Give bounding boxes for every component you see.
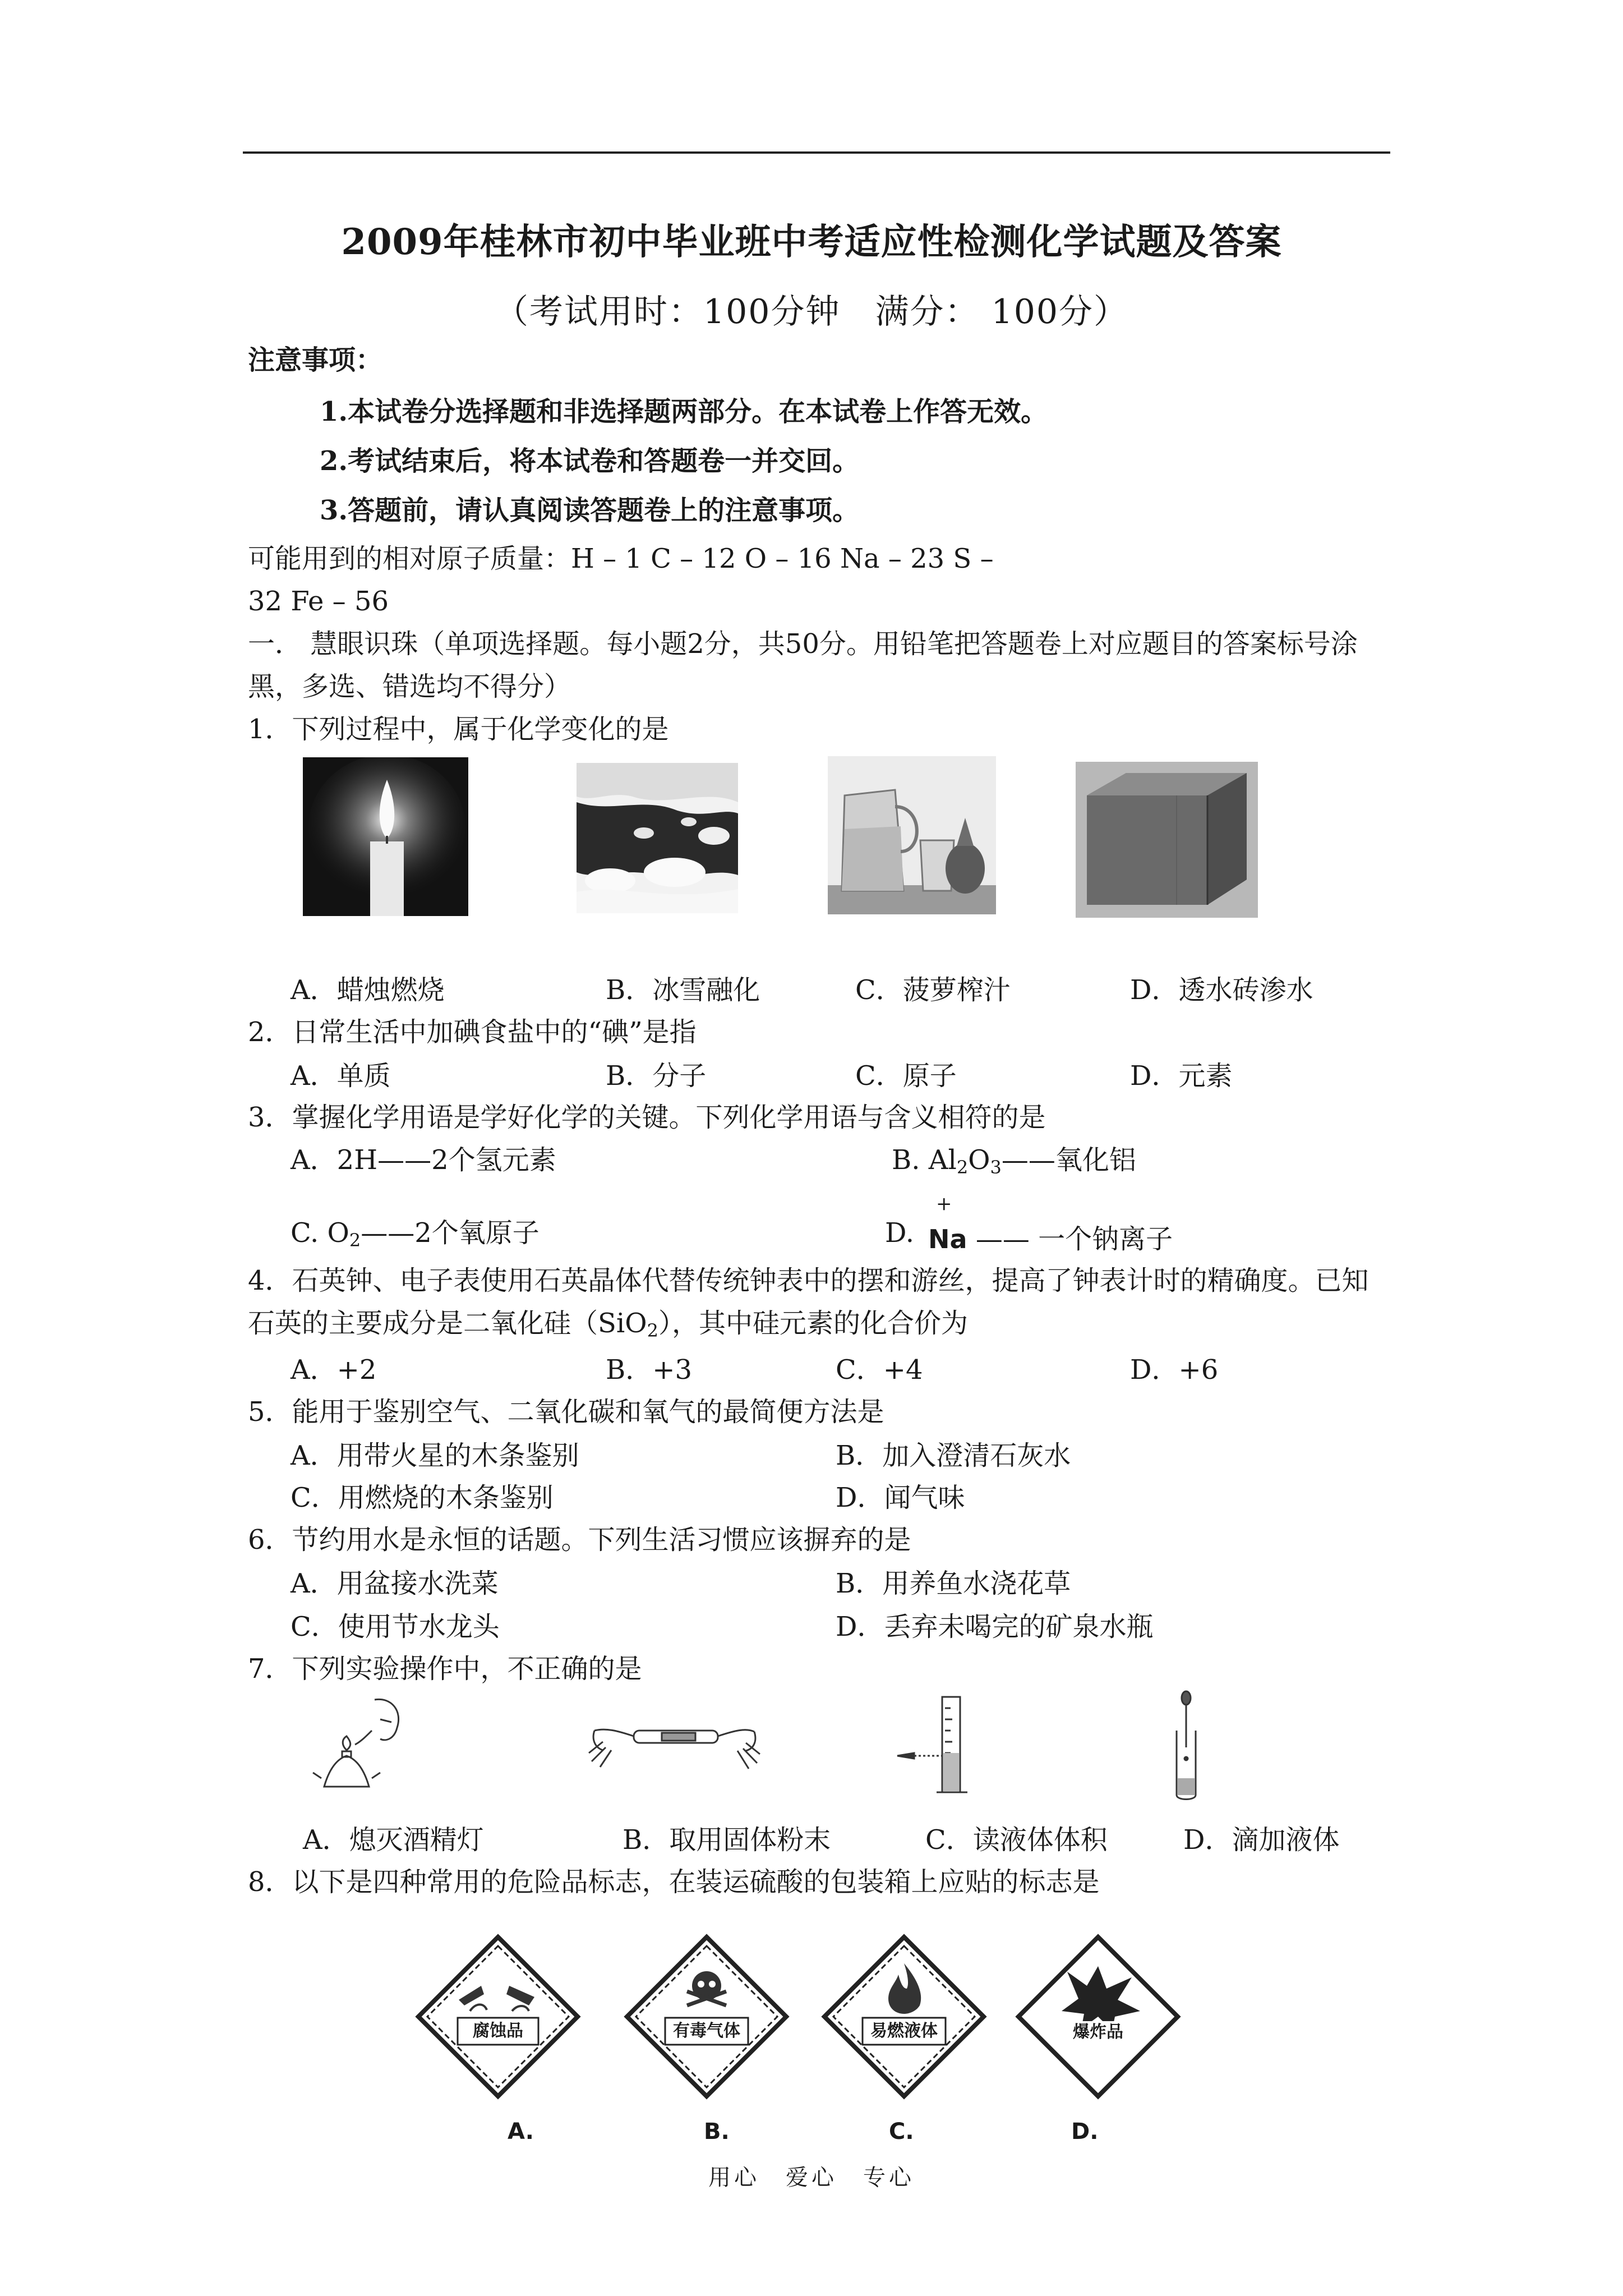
q6-option-c: C．使用节水龙头 bbox=[291, 1611, 500, 1642]
sodium-symbol: Na bbox=[928, 1224, 967, 1254]
notice-heading: 注意事项： bbox=[248, 344, 383, 376]
q1-option-d: D．透水砖渗水 bbox=[1130, 974, 1313, 1006]
corrosive-sign bbox=[414, 1932, 582, 2101]
q6-option-b: B．用养鱼水浇花草 bbox=[836, 1568, 1071, 1599]
sign-label: 有毒气体 bbox=[673, 2021, 740, 2041]
q6-option-a: A．用盆接水洗菜 bbox=[291, 1568, 499, 1599]
question-2-stem: 2．日常生活中加碘食盐中的“碘”是指 bbox=[248, 1016, 697, 1048]
q4-option-a: A．+2 bbox=[291, 1354, 377, 1386]
question-8-stem: 8．以下是四种常用的危险品标志，在装运硫酸的包装箱上应贴的标志是 bbox=[248, 1866, 1100, 1898]
q7-option-d: D．滴加液体 bbox=[1183, 1824, 1340, 1856]
q3-option-a: A．2H——2个氢元素 bbox=[291, 1144, 556, 1176]
sign-label: 易燃液体 bbox=[870, 2021, 938, 2041]
q5-option-a: A．用带火星的木条鉴别 bbox=[291, 1440, 579, 1471]
q3-option-b: B. $Al_2O_3——$氧化铝 bbox=[892, 1144, 1136, 1178]
sign-label: 腐蚀品 bbox=[473, 2021, 523, 2041]
flammable-liquid-sign bbox=[820, 1932, 988, 2101]
q4-option-d: D．+6 bbox=[1130, 1354, 1219, 1386]
toxic-gas-sign bbox=[623, 1932, 791, 2101]
question-4-stem: 4．石英钟、电子表使用石英晶体代替传统钟表中的摆和游丝，提高了钟表计时的精确度。已知石英的主要成分是二氧化硅（SiO$_2$），其中硅元素的化合价为 bbox=[248, 1265, 1369, 1341]
q6-option-d: D．丢弃未喝完的矿泉水瓶 bbox=[836, 1611, 1154, 1642]
question-5-stem: 5．能用于鉴别空气、二氧化碳和氧气的最简便方法是 bbox=[248, 1396, 884, 1428]
melting-snow-image bbox=[577, 763, 738, 913]
atomic-mass-line1: 可能用到的相对原子质量：H – 1 C – 12 O – 16 Na – 23 S – bbox=[248, 543, 994, 574]
q7-option-c: C．读液体体积 bbox=[925, 1824, 1108, 1856]
q1-option-b: B．冰雪融化 bbox=[606, 974, 760, 1006]
q8-option-b: B. bbox=[704, 2119, 730, 2145]
alcohol-lamp-image bbox=[307, 1688, 422, 1795]
q7-option-b: B．取用固体粉末 bbox=[623, 1824, 831, 1856]
q2-option-d: D．元素 bbox=[1130, 1060, 1233, 1092]
dropper-test-tube-image bbox=[1155, 1686, 1223, 1803]
notice-item: 3.答题前，请认真阅读答题卷上的注意事项。 bbox=[320, 495, 860, 526]
q4-option-c: C．+4 bbox=[836, 1354, 923, 1386]
page-title: 2009年桂林市初中毕业班中考适应性检测化学试题及答案 bbox=[341, 221, 1282, 263]
explosive-sign bbox=[1014, 1932, 1182, 2101]
q3-option-c: C. $O_2——2$个氧原子 bbox=[291, 1217, 540, 1251]
q5-option-b: B．加入澄清石灰水 bbox=[836, 1440, 1071, 1471]
sign-label: 爆炸品 bbox=[1073, 2022, 1123, 2042]
notice-item: 2.考试结束后，将本试卷和答题卷一并交回。 bbox=[320, 445, 860, 477]
q2-option-c: C．原子 bbox=[855, 1060, 957, 1092]
question-1-stem: 1．下列过程中，属于化学变化的是 bbox=[248, 714, 669, 745]
q2-option-b: B．分子 bbox=[606, 1060, 707, 1092]
q4-option-b: B．+3 bbox=[606, 1354, 693, 1386]
q7-option-a: A．熄灭酒精灯 bbox=[303, 1824, 484, 1856]
question-3-stem: 3．掌握化学用语是学好化学的关键。下列化学用语与含义相符的是 bbox=[248, 1102, 1046, 1133]
q3-option-d: + Na —— 一个钠离子 bbox=[928, 1193, 1173, 1255]
exam-info: （考试用时：100分钟 满分： 100分） bbox=[494, 292, 1129, 332]
pineapple-juice-image bbox=[828, 756, 996, 914]
q3-option-d-label: D. bbox=[885, 1217, 915, 1249]
candle-image bbox=[303, 757, 468, 916]
q8-option-a: A. bbox=[508, 2119, 534, 2145]
charge-sign: + bbox=[936, 1193, 952, 1215]
permeable-brick-image bbox=[1076, 762, 1258, 918]
powder-chute-image bbox=[583, 1697, 763, 1781]
header-rule bbox=[243, 151, 1390, 154]
q1-option-c: C．菠萝榨汁 bbox=[855, 974, 1011, 1006]
q8-option-c: C. bbox=[889, 2119, 914, 2145]
q5-option-c: C．用燃烧的木条鉴别 bbox=[291, 1482, 554, 1513]
section-1-heading: 一． 慧眼识珠（单项选择题。每小题2分，共50分。用铅笔把答题卷上对应题目的答案标号涂黑，多选、错选均不得分） bbox=[248, 628, 1358, 702]
graduated-cylinder-image bbox=[892, 1688, 987, 1801]
page-footer: 用心 爱心 专心 bbox=[708, 2165, 915, 2191]
q2-option-a: A．单质 bbox=[291, 1060, 391, 1092]
question-7-stem: 7．下列实验操作中，不正确的是 bbox=[248, 1653, 642, 1685]
question-6-stem: 6．节约用水是永恒的话题。下列生活习惯应该摒弃的是 bbox=[248, 1524, 911, 1556]
q5-option-d: D．闻气味 bbox=[836, 1482, 965, 1513]
atomic-mass-line2: 32 Fe – 56 bbox=[248, 586, 389, 617]
q1-option-a: A．蜡烛燃烧 bbox=[291, 974, 445, 1006]
q8-option-d: D. bbox=[1071, 2119, 1099, 2145]
notice-item: 1.本试卷分选择题和非选择题两部分。在本试卷上作答无效。 bbox=[320, 396, 1048, 427]
